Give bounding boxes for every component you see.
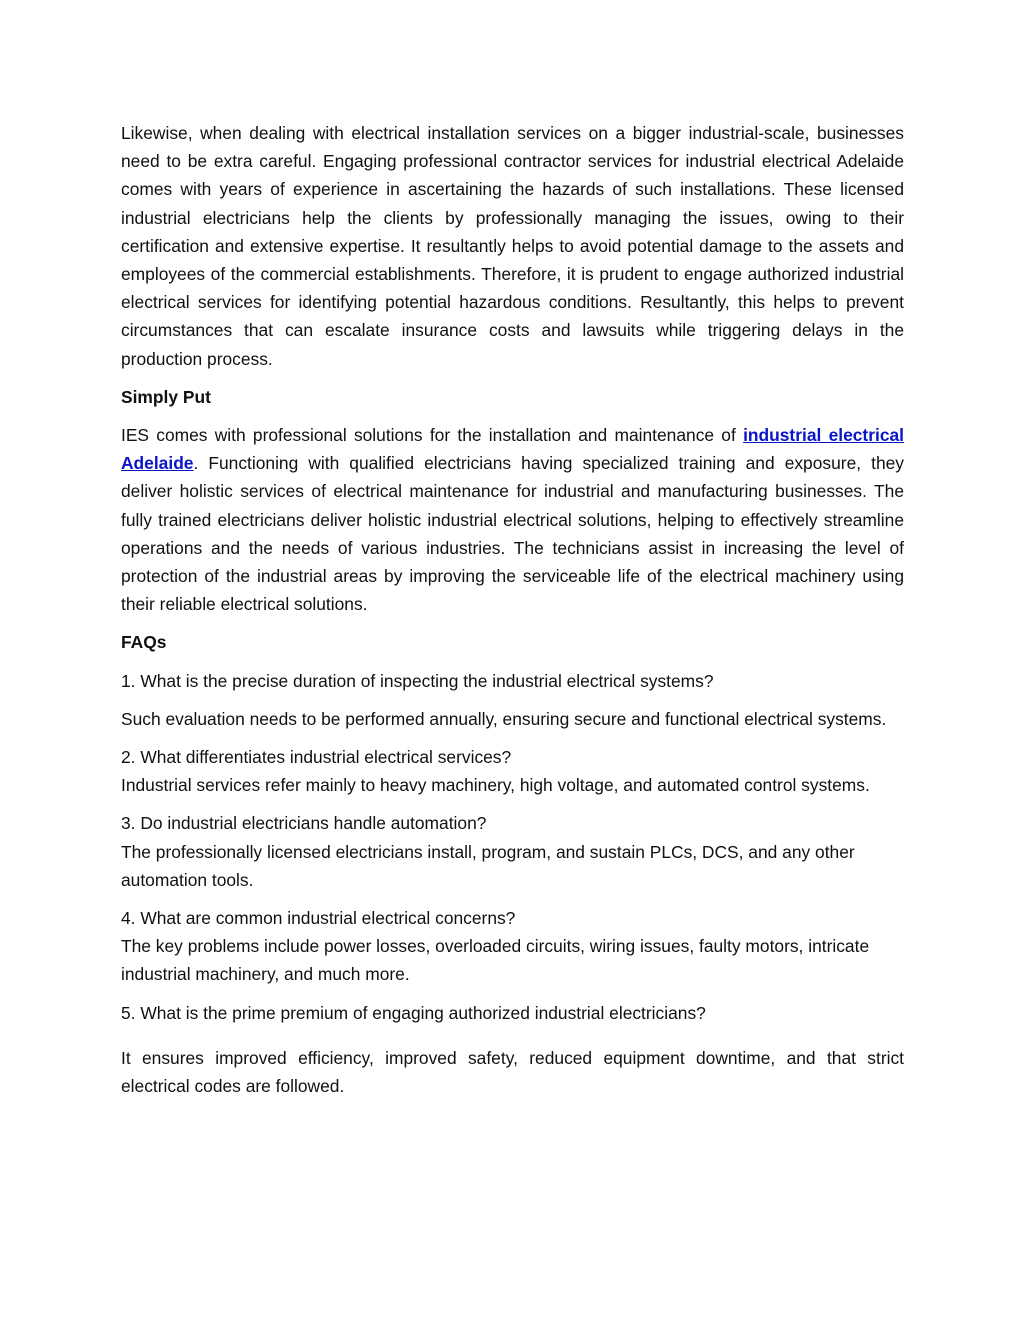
faq-question-1: 1. What is the precise duration of inspecting the industrial electrical systems? (121, 670, 714, 691)
intro-paragraph: Likewise, when dealing with electrical installation services on a bigger industrial-scale, businesses need to be extra careful. Engaging professional contractor services for industrial electrical Adelaide comes with years of experience in ascertaining the hazards of such installations. These licensed industrial electricians help the clients by professionally managing the issues, owing to their certification and extensive expertise. It resultantly helps to avoid potential damage to the assets and employees of the commercial establishments. Therefore, it is prudent to engage authorized industrial electrical services for identifying potential hazardous conditions. Resultantly, this helps to prevent circumstances that can escalate insurance costs and lawsuits while triggering delays in the production process. (121, 123, 904, 369)
faq-answer-4: The key problems include power losses, overloaded circuits, wiring issues, faulty motors, intricate industrial machinery, and much more. (121, 936, 870, 985)
faq-answer-5: It ensures improved efficiency, improved safety, reduced equipment downtime, and that strict electrical codes are followed. (121, 1047, 904, 1097)
faq-question-2: 2. What differentiates industrial electrical services? (121, 747, 512, 768)
faq-item-2 (121, 743, 904, 799)
industrial-electrical-adelaide-link[interactable]: industrial electrical Adelaide (121, 425, 904, 474)
faq-item-3 (121, 809, 904, 894)
faq-question-3: 3. Do industrial electricians handle automation? (121, 813, 487, 834)
faq-answer-1: Such evaluation needs to be performed annually, ensuring secure and functional electrical systems. (121, 708, 887, 729)
faq-answer-2: Industrial services refer mainly to heavy machinery, high voltage, and automated control systems. (121, 775, 870, 796)
faq-question-4: 4. What are common industrial electrical concerns? (121, 908, 516, 929)
faq-question-5: 5. What is the prime premium of engaging authorized industrial electricians? (121, 1002, 706, 1023)
simply-put-text-before: IES comes with professional solutions for the installation and maintenance of (121, 425, 744, 446)
document-page (121, 119, 904, 1110)
simply-put-heading: Simply Put (121, 386, 211, 407)
faqs-heading: FAQs (121, 632, 167, 653)
faq-item-4 (121, 904, 904, 989)
simply-put-paragraph (121, 421, 904, 618)
faq-answer-3: The professionally licensed electricians install, program, and sustain PLCs, DCS, and any other automation tools. (121, 841, 855, 890)
simply-put-text-after: . Functioning with qualified electricians having specialized training and exposure, they deliver holistic services of electrical maintenance for industrial and manufacturing businesses. The fully trained electricians deliver holistic industrial electrical solutions, helping to effectively streamline operations and the needs of various industries. The technicians assist in increasing the level of protection of the industrial areas by improving the serviceable life of the electrical machinery using their reliable electrical solutions. (121, 453, 904, 615)
faq-item-5 (121, 999, 904, 1101)
